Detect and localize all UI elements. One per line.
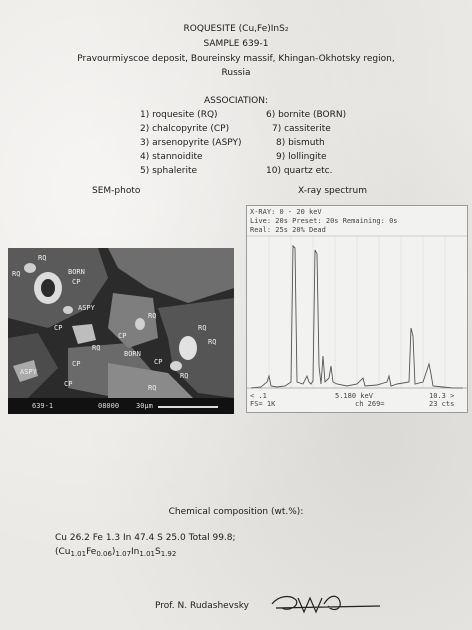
xray-counts: 23 cts (429, 400, 455, 408)
author-name: Prof. N. Rudashevsky (155, 601, 249, 611)
sem-footer-id: 639-1 (32, 402, 54, 410)
mineral-item: 1) roquesite (RQ) (140, 110, 218, 120)
mineral-item: 5) sphalerite (140, 166, 198, 176)
xray-range-min: < .1 (250, 392, 267, 400)
xray-header-line-2: Live: 20s Preset: 20s Remaining: 0s (250, 217, 398, 225)
sem-label: RQ (148, 384, 157, 392)
xray-header-line-1: X-RAY: 0 - 20 keV (250, 208, 322, 216)
xray-spectrum (246, 205, 468, 413)
page-title: ROQUESITE (Cu,Fe)InS₂ (183, 24, 289, 34)
sem-scale-label: 30µm (136, 402, 153, 410)
sem-label: RQ (198, 324, 207, 332)
mineral-item: 4) stannoidite (140, 152, 203, 162)
xray-cursor-energy: 5.180 keV (335, 392, 373, 400)
sem-label: CP (118, 332, 127, 340)
sem-label: ASPY (20, 368, 37, 376)
chemical-composition-title: Chemical composition (wt.%): (168, 507, 304, 517)
xray-plot (247, 206, 467, 412)
sem-label: CP (64, 380, 73, 388)
sem-label: CP (72, 278, 81, 286)
sem-label: RQ (92, 344, 101, 352)
xray-full-scale: FS= 1K (250, 400, 276, 408)
mineral-item: 2) chalcopyrite (CP) (140, 124, 230, 134)
signature (268, 590, 388, 618)
xray-header-line-3: Real: 25s 20% Dead (250, 226, 326, 234)
location-line-2: Russia (221, 68, 251, 78)
sem-photo (8, 248, 234, 414)
sem-label: BORN (124, 350, 141, 358)
xray-channel: ch 269= (355, 400, 385, 408)
xray-range-max: 10.3 > (429, 392, 455, 400)
sample-id: SAMPLE 639-1 (203, 39, 269, 49)
sem-label: RQ (38, 254, 47, 262)
mineral-item: 7) cassiterite (272, 124, 331, 134)
chemical-analysis: Cu 26.2 Fe 1.3 In 47.4 S 25.0 Total 99.8; (55, 533, 236, 543)
mineral-item: 8) bismuth (276, 138, 325, 148)
mineral-item: 10) quartz etc. (266, 166, 333, 176)
xray-spectrum-label: X-ray spectrum (298, 186, 367, 196)
sem-label: CP (72, 360, 81, 368)
mineral-item: 9) lollingite (276, 152, 327, 162)
sem-label: CP (154, 358, 163, 366)
sem-scale-bar (158, 406, 218, 408)
mineral-item: 6) bornite (BORN) (266, 110, 347, 120)
sem-label: CP (54, 324, 63, 332)
sem-label: RQ (208, 338, 217, 346)
location-line-1: Pravourmiyscoe deposit, Boureinsky massif, Khingan-Okhotsky region, (77, 54, 395, 64)
sem-label: RQ (148, 312, 157, 320)
mineral-item: 3) arsenopyrite (ASPY) (140, 138, 242, 148)
sem-label: RQ (12, 270, 21, 278)
sem-label: BORN (68, 268, 85, 276)
sem-photo-label: SEM-photo (92, 186, 141, 196)
association-title: ASSOCIATION: (203, 96, 269, 106)
sem-footer-code: 08000 (98, 402, 120, 410)
chemical-formula: $(Cu_{1.01}Fe_{0.06})_{1.07}In_{1.01}S_{1.92}$ (55, 547, 177, 558)
sem-label: ASPY (78, 304, 95, 312)
sem-label: RQ (180, 372, 189, 380)
